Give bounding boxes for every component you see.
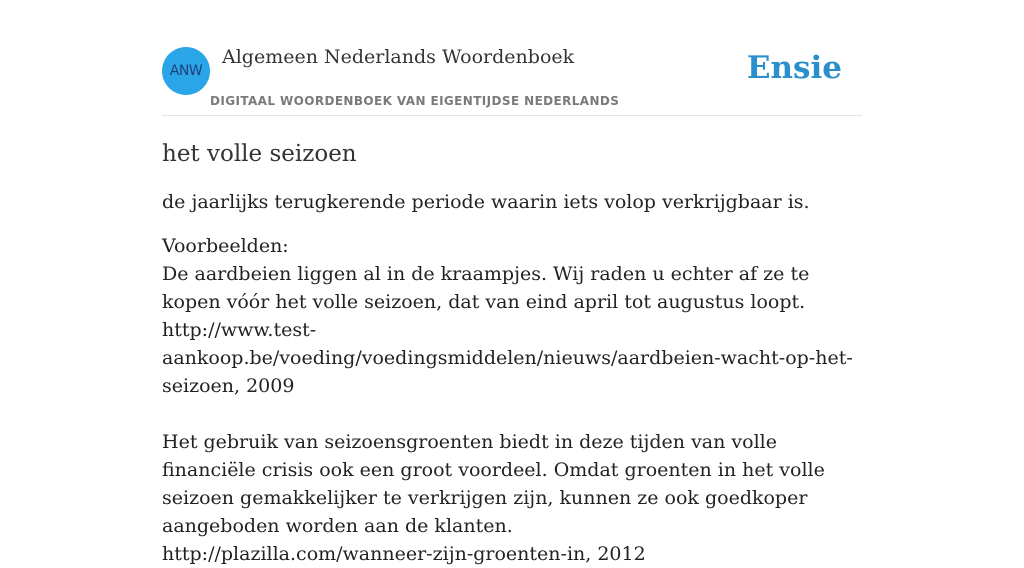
examples-label: Voorbeelden: bbox=[162, 235, 289, 257]
example-text: De aardbeien liggen al in de kraampjes. Wij raden u echter af ze te kopen vóór het volle seizoen, dat van eind april tot augustus loopt. bbox=[162, 263, 810, 313]
anw-logo[interactable]: ANW bbox=[162, 47, 210, 95]
entry-definition: de jaarlijks terugkerende periode waarin iets volop verkrijgbaar is. bbox=[162, 191, 810, 213]
site-title[interactable]: Algemeen Nederlands Woordenboek bbox=[222, 46, 575, 68]
example-text: Het gebruik van seizoensgroenten biedt in deze tijden van volle financiële crisis ook een groot voordeel. Omdat groenten in het volle seizoen gemakkelijker te verkrijgen zijn, kunnen ze ook goedkoper aangeboden worden aan de klanten. bbox=[162, 431, 825, 537]
ensie-brand-logo[interactable]: Ensie bbox=[746, 50, 842, 86]
example-source: http://plazilla.com/wanneer-zijn-groenten-in, 2012 bbox=[162, 543, 646, 565]
example-separator bbox=[162, 400, 862, 428]
example-source: http://www.test-aankoop.be/voeding/voedingsmiddelen/nieuws/aardbeien-wacht-op-het-seizoen, 2009 bbox=[162, 319, 853, 397]
site-header bbox=[162, 44, 862, 116]
site-tagline: DIGITAAL WOORDENBOEK VAN EIGENTIJDSE NEDERLANDS bbox=[210, 94, 620, 108]
entry-term: het volle seizoen bbox=[162, 141, 357, 167]
header-divider bbox=[162, 115, 862, 116]
examples-section bbox=[162, 232, 862, 568]
entry-content bbox=[162, 138, 862, 568]
